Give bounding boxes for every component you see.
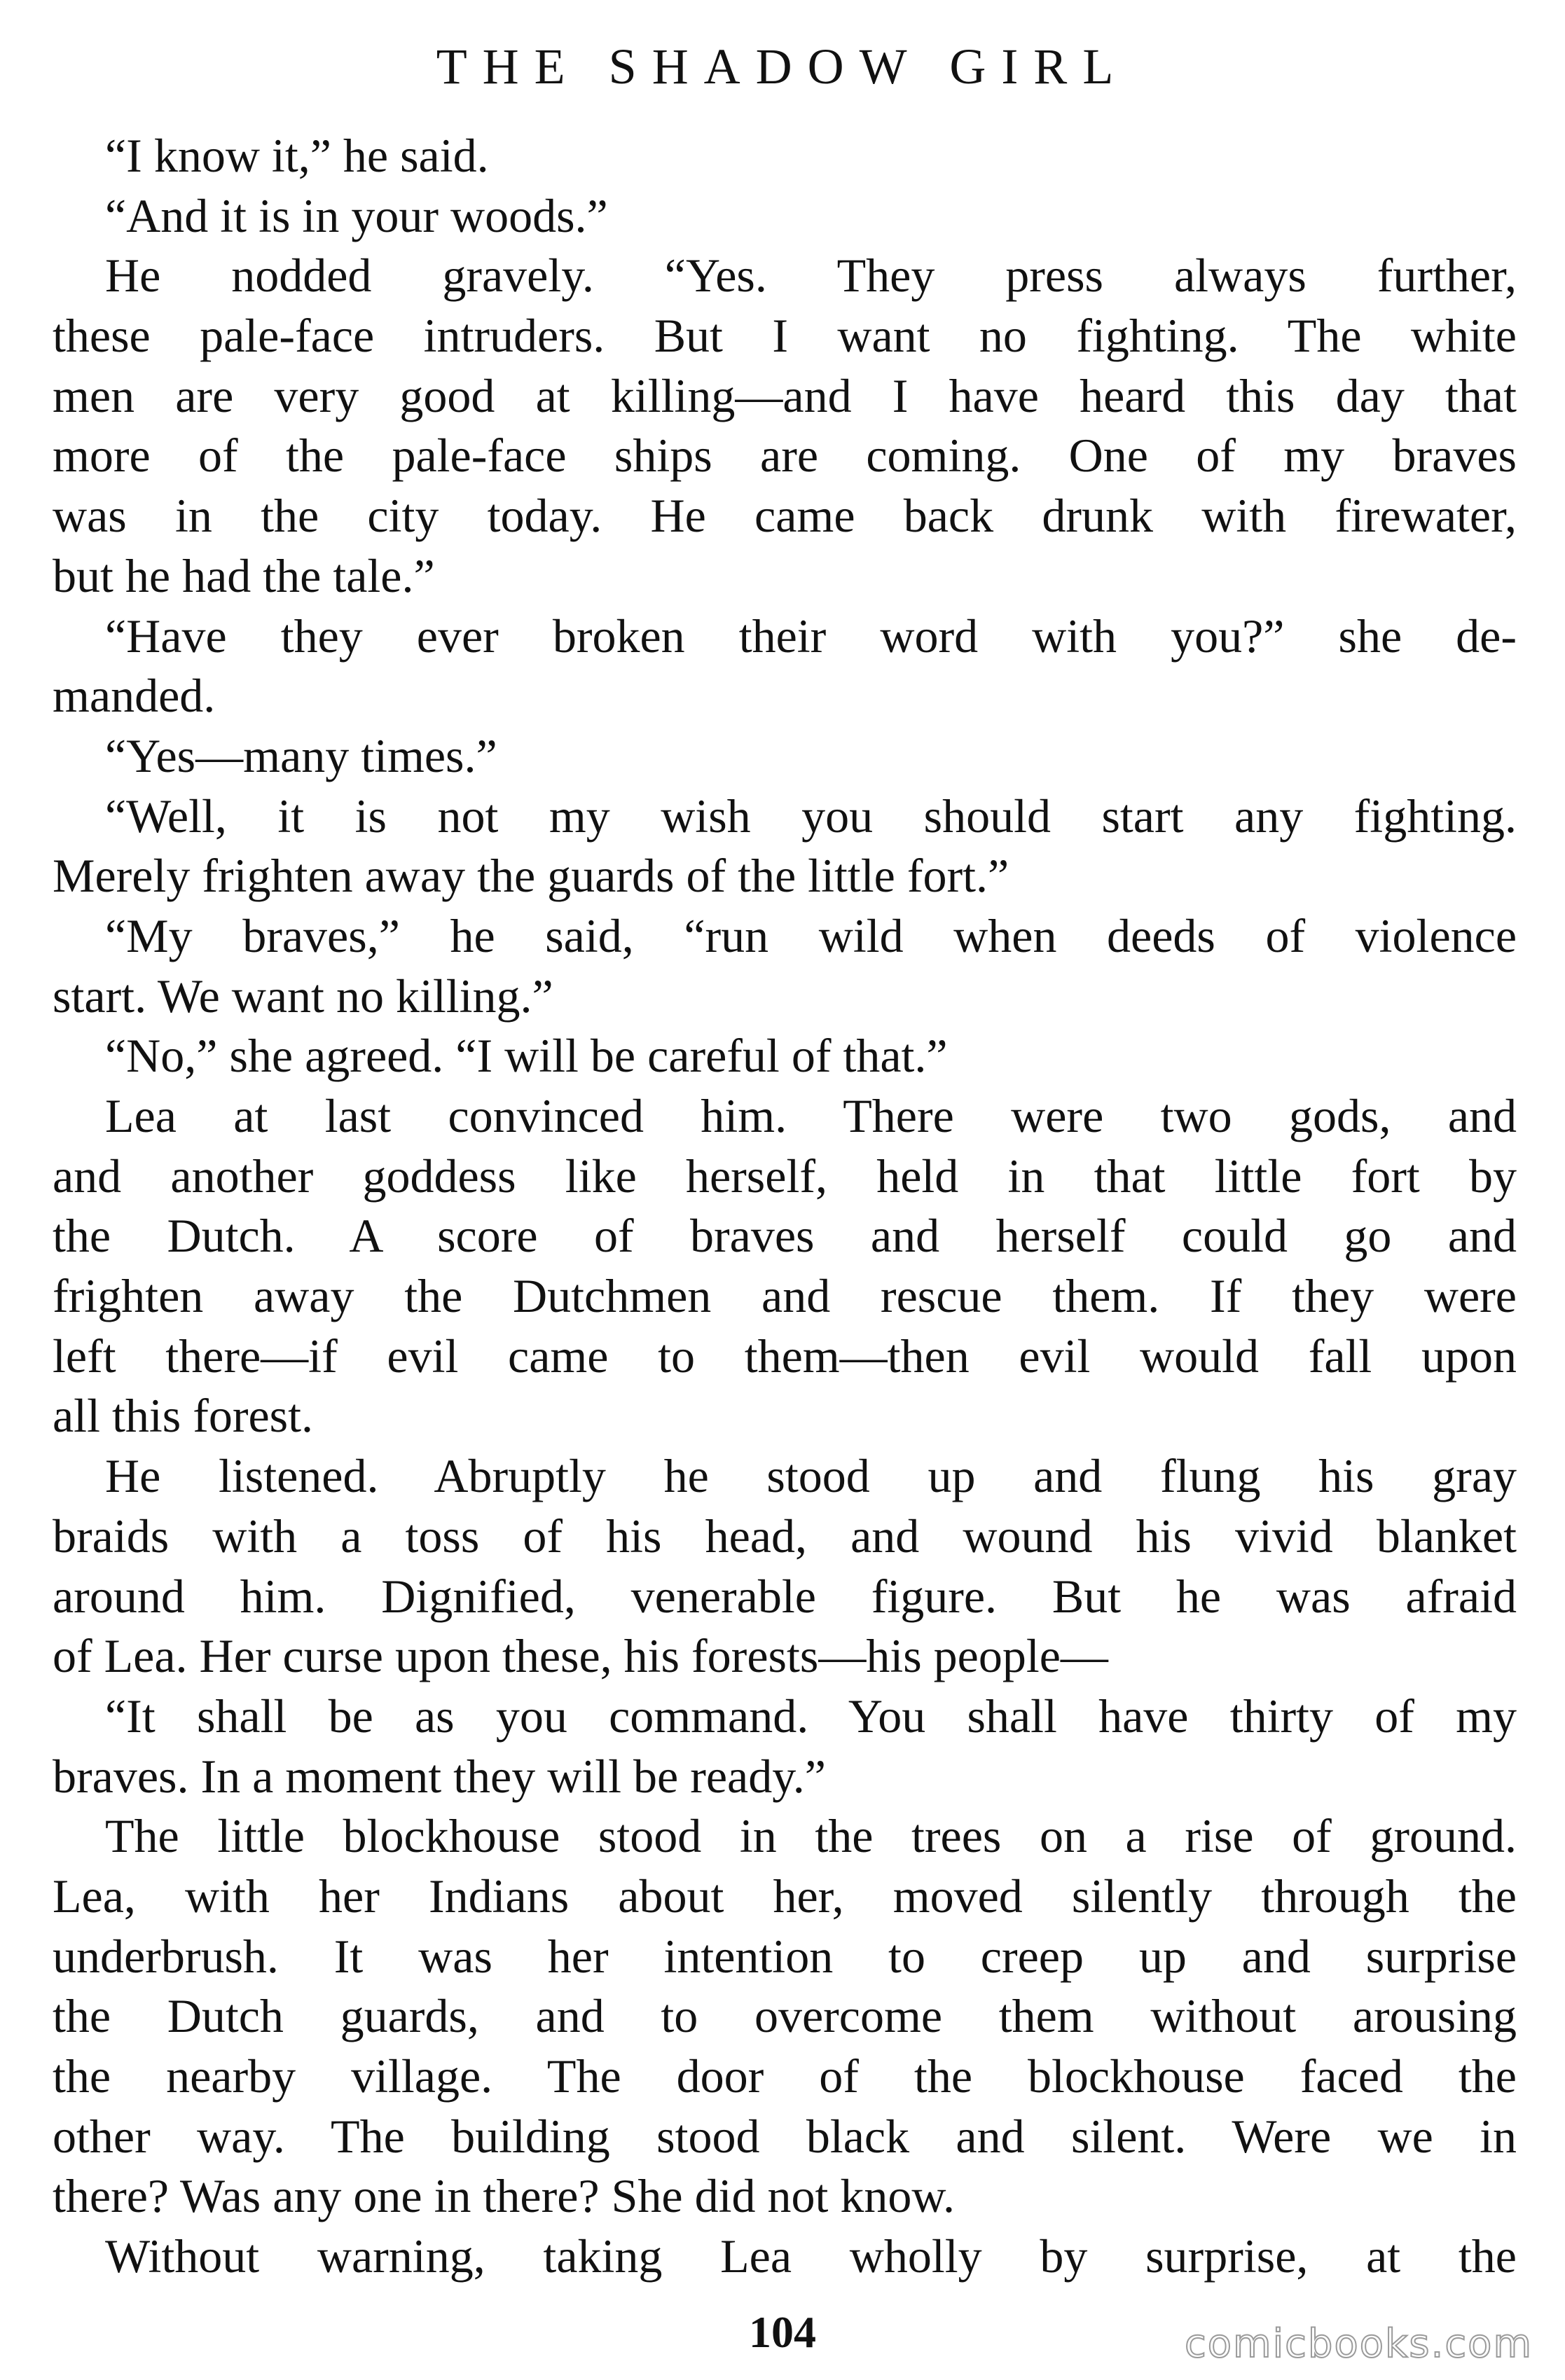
text-line: men are very good at killing—and I have heard this day that [53, 368, 1517, 422]
body-text [53, 126, 1517, 2287]
text-line: He nodded gravely. “Yes. They press always further, [105, 249, 1517, 303]
text-line: more of the pale-face ships are coming. One of my braves [53, 429, 1517, 483]
text-line: He listened. Abruptly he stood up and flung his gray [105, 1449, 1517, 1503]
text-line: but he had the tale.” [53, 548, 435, 602]
text-line: was in the city today. He came back drunk with firewater, [53, 489, 1517, 543]
text-line: Merely frighten away the guards of the little fort.” [53, 849, 1009, 903]
text-line: these pale-face intruders. But I want no fighting. The white [53, 309, 1517, 363]
text-line: “It shall be as you command. You shall have thirty of my [105, 1689, 1517, 1743]
text-line: “No,” she agreed. “I will be careful of that.” [105, 1029, 948, 1083]
text-line: The little blockhouse stood in the trees on a rise of ground. [105, 1809, 1517, 1863]
text-line: around him. Dignified, venerable figure. But he was afraid [53, 1569, 1517, 1623]
text-line: left there—if evil came to them—then evil would fall upon [53, 1329, 1517, 1383]
page-number: 104 [749, 2307, 816, 2357]
running-title: THE SHADOW GIRL [436, 39, 1129, 95]
text-line: other way. The building stood black and silent. Were we in [53, 2109, 1517, 2163]
text-line: the Dutch guards, and to overcome them without arousing [53, 1989, 1517, 2043]
text-line: there? Was any one in there? She did not know. [53, 2169, 956, 2223]
text-line: the Dutch. A score of braves and herself could go and [53, 1209, 1517, 1263]
text-line: “And it is in your woods.” [105, 188, 608, 242]
text-line: underbrush. It was her intention to creep up and surprise [53, 1929, 1517, 1983]
text-line: “I know it,” he said. [105, 129, 489, 182]
text-line: “Well, it is not my wish you should start any fighting. [105, 789, 1517, 843]
text-line: “Have they ever broken their word with you?” she de- [105, 609, 1517, 663]
text-line: start. We want no killing.” [53, 969, 553, 1023]
text-line: manded. [53, 669, 216, 723]
text-line: and another goddess like herself, held in that little fort by [53, 1149, 1517, 1203]
text-line: Lea, with her Indians about her, moved silently through the [53, 1869, 1517, 1923]
text-line: frighten away the Dutchmen and rescue them. If they were [53, 1269, 1517, 1323]
text-line: “Yes—many times.” [105, 728, 497, 782]
text-line: the nearby village. The door of the blockhouse faced the [53, 2049, 1517, 2103]
text-line: “My braves,” he said, “run wild when deeds of violence [105, 908, 1517, 962]
text-line: of Lea. Her curse upon these, his forests—his people— [53, 1629, 1108, 1683]
text-line: all this forest. [53, 1389, 314, 1443]
watermark-logo: comicbooks.com [1184, 2321, 1533, 2367]
text-line: Lea at last convinced him. There were two gods, and [105, 1089, 1517, 1142]
text-line: Without warning, taking Lea wholly by surprise, at the [105, 2229, 1517, 2283]
text-line: braves. In a moment they will be ready.” [53, 1749, 826, 1803]
text-line: braids with a toss of his head, and wound his vivid blanket [53, 1509, 1517, 1563]
